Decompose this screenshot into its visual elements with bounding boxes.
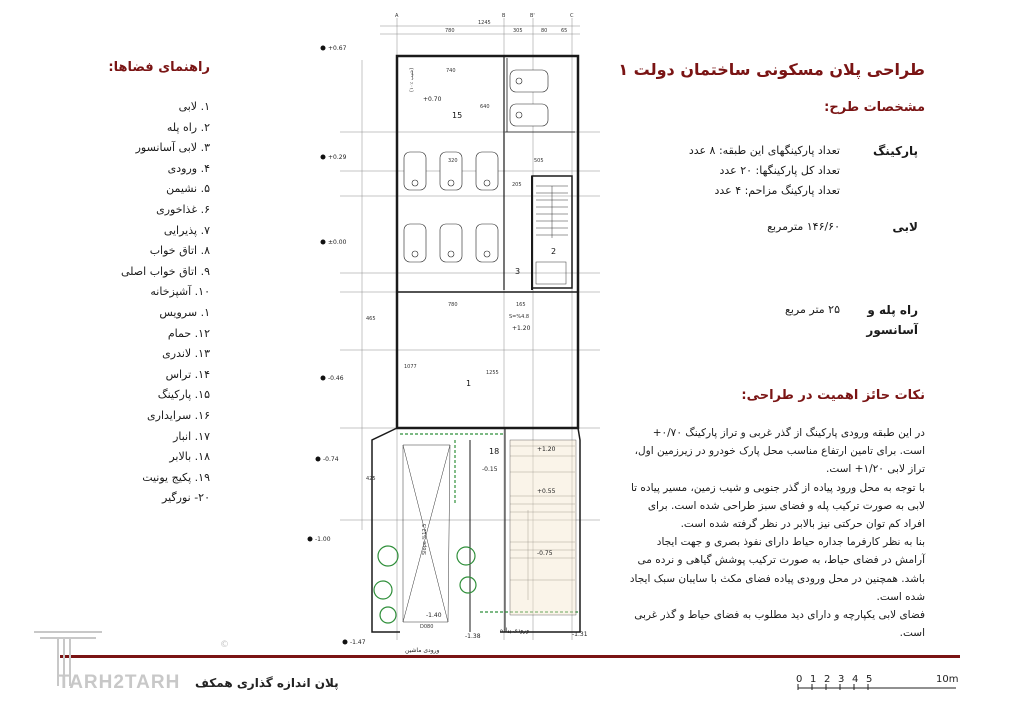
note-paragraph: بنا به نظر کارفرما جداره حیاط دارای نفوذ بصری و جهت ایجاد آرامش در فضای حیاط، به صورت ترکیب پوشش گیاهی و نرده می باشد. همچنین در محل ورودی پیاده فضای مکث با سایبان سبک ایجاد شده است. <box>629 536 925 603</box>
dim-label: 465 <box>366 316 376 322</box>
dim-label: 65 <box>561 28 568 34</box>
legend-item: ۱۶. سرایداری <box>147 408 210 422</box>
room-number: 15 <box>452 111 463 120</box>
scale-label: 4 <box>852 674 859 685</box>
grid-label: A <box>395 13 399 19</box>
logo-wordmark: TARH2TARH <box>58 672 181 693</box>
legend-item: ۹. اتاق خواب اصلی <box>120 264 210 278</box>
legend-item: ۲. راه پله <box>166 120 210 134</box>
drawing-title: پلان اندازه گذاری همکف <box>195 676 339 690</box>
dim-label: 80 <box>541 28 548 34</box>
lobby-area: ۱۴۶/۶۰ مترمربع <box>767 220 840 233</box>
legend-item: ۱۸. بالابر <box>169 450 210 464</box>
pedestrian-stair <box>510 440 576 615</box>
space-legend <box>95 60 210 509</box>
grid-label: B <box>502 13 506 19</box>
dim-label: 780 <box>448 302 458 308</box>
copyright-mark: © <box>220 640 229 650</box>
legend-title: راهنمای فضاها: <box>108 60 210 75</box>
legend-list <box>95 97 210 509</box>
scale-bar <box>796 670 959 694</box>
note-paragraph: در این طبقه ورودی پارکینگ از گذر غربی و تراز پارکینگ ۰/۷۰+ است. برای تامین ارتفاع مناسب محل پارک خودرو در زیرزمین اول، تراز لابی ۱/۲۰+ است. <box>634 427 925 476</box>
note-paragraph: فضای لابی یکپارچه و دارای دید مطلوب به فضای حیاط و گذر غربی است. <box>634 609 925 640</box>
dim-label: 1245 <box>478 20 491 26</box>
dim-label: 305 <box>513 28 523 34</box>
legend-item: ۱. سرویس <box>159 305 210 319</box>
scale-label: 5 <box>866 674 873 685</box>
spec-heading: مشخصات طرح: <box>824 100 925 115</box>
stair-label: راه پله و <box>867 303 918 317</box>
ramp-note: (شیب ٪۱۰) <box>409 67 415 92</box>
legend-item: ۳. لابی آسانسور <box>135 141 210 155</box>
level-label: +1.20 <box>512 325 531 332</box>
dim-label: 640 <box>480 104 490 110</box>
dim-label: 780 <box>445 28 455 34</box>
level-label: +1.20 <box>537 446 556 453</box>
level-label: +0.29 <box>328 154 347 161</box>
legend-item: ۱۳. لاندری <box>162 347 210 361</box>
legend-item: ۱۹. پکیج یونیت <box>142 470 210 484</box>
level-label: +0.55 <box>537 488 556 495</box>
dim-label: 165 <box>516 302 526 308</box>
page-title: طراحی پلان مسکونی ساختمان دولت ۱ <box>618 60 925 79</box>
grid-labels <box>395 13 574 34</box>
grid-label: C <box>570 13 574 19</box>
scale-label: 10m <box>936 674 959 685</box>
legend-item: ۱۰. آشپزخانه <box>150 285 210 299</box>
parking-slope-label: S=%4.8 <box>509 314 530 320</box>
stair-label: آسانسور <box>866 323 918 337</box>
note-paragraph: با توجه به محل ورود پیاده از گذر جنوبی و شیب زمین، مسیر پیاده تا لابی به صورت ترکیب پله و فضای سبز طراحی شده است. برای افراد کم توان حرکتی نیز بالابر در نظر گرفته شده است. <box>630 481 925 531</box>
scale-label: 1 <box>810 674 817 685</box>
scale-label: 0 <box>796 674 803 685</box>
level-label: -0.74 <box>323 456 339 463</box>
dim-label: 740 <box>446 68 456 74</box>
legend-item: ۸. اتاق خواب <box>149 244 210 258</box>
ramp-slope-label: Slope %12.5 <box>422 523 428 555</box>
door-label: D080 <box>420 624 434 630</box>
dim-label: 205 <box>512 182 522 188</box>
legend-item: ۶. غذاخوری <box>156 202 210 216</box>
level-label: -0.46 <box>328 375 344 382</box>
dim-label: 1077 <box>404 364 417 370</box>
stair-core <box>536 186 568 284</box>
legend-item: ۱. لابی <box>178 100 210 113</box>
notes-heading: نکات حائز اهمیت در طراحی: <box>741 388 925 403</box>
level-label: -1.47 <box>350 639 366 646</box>
level-label: +0.70 <box>423 96 442 103</box>
room-number: 18 <box>489 447 500 456</box>
dim-label: 320 <box>448 158 458 164</box>
legend-item: ۲۰- نورگیر <box>162 491 210 505</box>
level-label: ±0.00 <box>328 239 347 246</box>
grid-label: B' <box>530 13 535 19</box>
dim-label: 505 <box>534 158 544 164</box>
level-label: -0.15 <box>482 466 498 473</box>
dim-label: 1255 <box>486 370 499 376</box>
parking-line: تعداد کل پارکینگها: ۲۰ عدد <box>719 164 840 177</box>
level-label: -1.40 <box>426 612 442 619</box>
legend-item: ۱۷. انبار <box>173 429 210 443</box>
level-label: +0.67 <box>328 45 347 52</box>
stair-area: ۲۵ متر مربع <box>785 303 840 316</box>
room-number: 3 <box>515 267 521 276</box>
lobby-label: لابی <box>892 220 918 234</box>
parking-line: تعداد پارکینگ مزاحم: ۴ عدد <box>714 184 840 197</box>
design-notes <box>625 424 925 642</box>
legend-item: ۱۵. پارکینگ <box>157 388 210 402</box>
floor-plan-drawing <box>300 8 590 658</box>
car-entrance-label: ورودی ماشین <box>405 647 440 654</box>
room-number: 2 <box>551 247 557 256</box>
pedestrian-entrance-label: ورودی پیاده <box>500 627 530 634</box>
room-number: 1 <box>466 379 472 388</box>
legend-item: ۵. نشیمن <box>166 182 210 196</box>
level-markers <box>308 45 366 646</box>
level-label: -1.00 <box>315 536 331 543</box>
scale-label: 3 <box>838 674 845 685</box>
legend-item: ۱۲. حمام <box>167 326 210 340</box>
parking-label: پارکینگ <box>873 144 918 158</box>
level-label: -1.38 <box>465 633 481 640</box>
footer-rule <box>60 655 960 658</box>
legend-item: ۷. پذیرایی <box>163 223 210 237</box>
dim-label: 425 <box>366 476 376 482</box>
legend-item: ۱۴. تراس <box>165 367 210 381</box>
legend-item: ۴. ورودی <box>167 161 210 175</box>
level-label: -0.75 <box>537 550 553 557</box>
scale-label: 2 <box>824 674 831 685</box>
parking-line: تعداد پارکینگهای این طبقه: ۸ عدد <box>688 144 840 157</box>
level-label: -1.31 <box>572 631 588 638</box>
